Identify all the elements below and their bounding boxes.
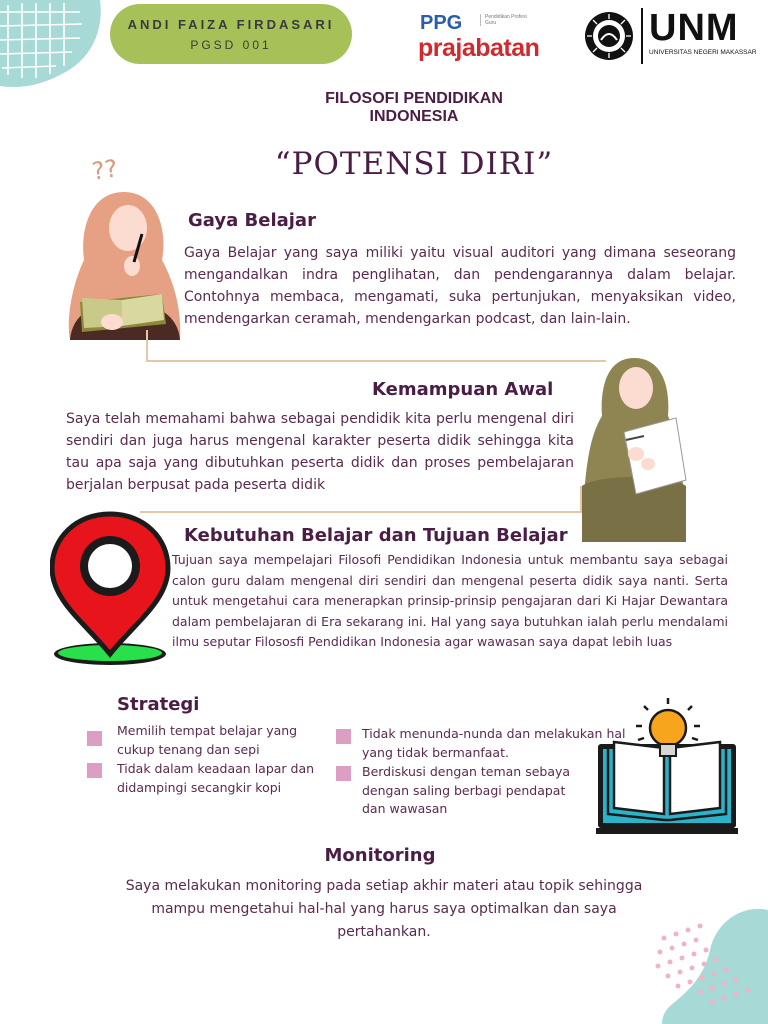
open-book-lightbulb-icon [594, 694, 740, 840]
page-title: “POTENSI DIRI” [274, 146, 554, 182]
strategi-heading: Strategi [117, 694, 200, 715]
name-badge [110, 4, 352, 64]
ppg-logo-small: Pendidikan Profesi Guru [480, 14, 537, 26]
monitoring-heading: Monitoring [324, 845, 436, 866]
strategi-right-item-1: Tidak menunda-nunda dan melakukan hal yang tidak bermanfaat. [362, 726, 626, 760]
strategi-right-item-2: Berdiskusi dengan teman sebaya dengan saling berbagi pendapat dan wawasan [362, 764, 571, 816]
connector-line [146, 360, 606, 362]
subtitle-line-2: INDONESIA [369, 108, 459, 125]
ppg-logo-text: PPG [420, 12, 463, 34]
strategi-left-item-2: Tidak dalam keadaan lapar dan didampingi secangkir kopi [117, 761, 315, 795]
unm-emblem-icon [583, 10, 635, 62]
prajabatan-logo-text: prajabatan [418, 34, 540, 62]
connector-line [580, 486, 582, 512]
bullet-square [87, 763, 102, 778]
kebutuhan-heading: Kebutuhan Belajar dan Tujuan Belajar [184, 525, 568, 546]
dotted-blob-decoration [650, 906, 768, 1024]
class-code: PGSD 001 [190, 38, 272, 52]
gaya-belajar-text: Gaya Belajar yang saya miliki yaitu visual auditori yang dimana seseorang mengandalkan indra penglihatan, dan pendengarannya dalam belajar. Contohnya membaca, mengamati, suka pertunjukan, menyaksikan video, mendengarkan ceramah, mendengarkan podcast, dan lain-lain. [184, 245, 736, 327]
location-pin-icon [50, 510, 174, 670]
question-mark-icon: ?? [90, 154, 120, 186]
grid-blob-decoration [0, 0, 105, 92]
kemampuan-awal-heading: Kemampuan Awal [372, 379, 554, 400]
hijab-girl-reading-illustration [62, 190, 186, 350]
subtitle [0, 90, 768, 126]
connector-line [140, 511, 582, 513]
bullet-square [336, 729, 351, 744]
bullet-square [87, 731, 102, 746]
strategi-left-item-1: Memilih tempat belajar yang cukup tenang dan sepi [117, 723, 298, 757]
author-name: ANDI FAIZA FIRDASARI [127, 17, 335, 32]
kemampuan-awal-text: Saya telah memahami bahwa sebagai pendidik kita perlu mengenal diri sendiri dan juga harus mengenal karakter peserta didik sehingga kita tau apa saja yang dibutuhkan peserta didik dan proses pembelajaran berjalan berpusat pada peserta didik [66, 411, 574, 493]
connector-line [146, 330, 148, 360]
unm-logo-text: UNM [649, 7, 739, 49]
subtitle-line-1: FILOSOFI PENDIDIKAN [325, 90, 503, 107]
bullet-square [336, 766, 351, 781]
monitoring-text: Saya melakukan monitoring pada setiap akhir materi atau topik sehingga mampu mengetahui hal-hal yang harus saya optimalkan dan saya pertahankan. [125, 878, 643, 940]
gaya-belajar-heading: Gaya Belajar [188, 210, 316, 231]
kebutuhan-text: Tujuan saya mempelajari Filosofi Pendidikan Indonesia untuk membantu saya sebagai calon guru dalam mengenal diri sendiri dan mengenal peserta didik saya nanti. Serta untuk mengetahui cara menerapkan prinsip-prinsip pengajaran dari Ki Hajar Dewantara dalam pembelajaran di Era sekarang ini. Hal yang saya butuhkan ialah perlu mendalami ilmu seputar Filososfi Pendidikan Indonesia agar wawasan saya dapat lebih luas [172, 552, 728, 649]
ppg-prajabatan-logo [418, 12, 568, 68]
unm-logo-subtext: UNIVERSITAS NEGERI MAKASSAR [649, 49, 757, 56]
hijab-girl-writing-illustration [578, 356, 694, 542]
unm-logo [641, 8, 768, 64]
